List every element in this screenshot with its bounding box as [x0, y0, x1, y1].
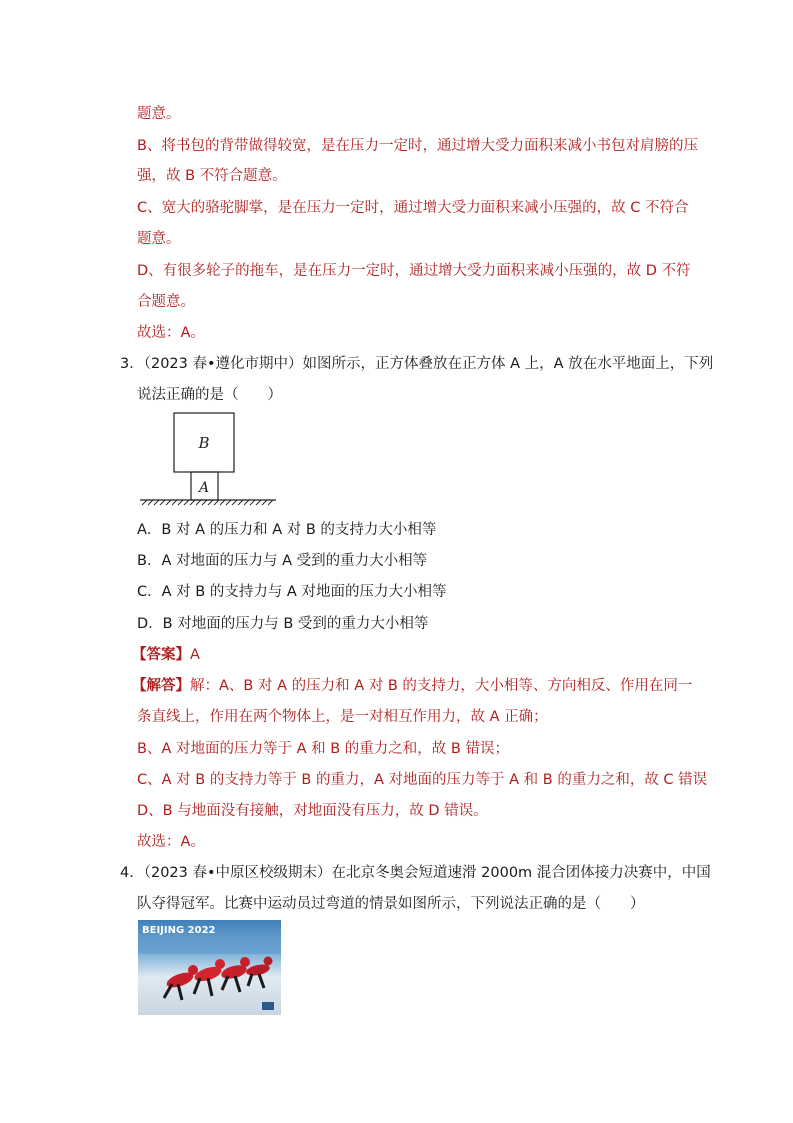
- block-b-label: B: [198, 434, 210, 452]
- block-a-label: A: [198, 480, 210, 496]
- analysis-option-b: B、A 对地面的压力等于 A 和 B 的重力之和，故 B 错误；: [137, 741, 509, 757]
- question-4: [120, 863, 711, 883]
- logo-mark: [262, 1002, 274, 1010]
- prev-solution-option-c-line1: C、宽大的骆驼脚掌，是在压力一定时，通过增大受力面积来减小压强的，故 C 不符合: [137, 200, 689, 216]
- prev-solution-choose: 故选：A。: [137, 325, 205, 341]
- stacked-blocks-diagram: [138, 410, 278, 510]
- question-4-number: 4．: [120, 865, 144, 881]
- question-3-number: 3．: [120, 356, 144, 372]
- question-3-stem-line2: 说法正确的是（ ）: [137, 387, 282, 403]
- analysis-tag: 【解答】: [132, 678, 190, 694]
- prev-solution-option-c-line2: 题意。: [137, 231, 181, 247]
- prev-solution-option-d-line2: 合题意。: [137, 294, 195, 310]
- analysis-line1: [132, 676, 692, 696]
- prev-solution-option-b-line1: B、将书包的背带做得较宽，是在压力一定时，通过增大受力面积来减小书包对肩膀的压: [137, 138, 698, 154]
- prev-solution-line: 题意。: [137, 106, 181, 122]
- option-b: B．A 对地面的压力与 A 受到的重力大小相等: [137, 553, 428, 569]
- ground-hatching: [142, 500, 273, 505]
- option-d: D．B 对地面的压力与 B 受到的重力大小相等: [137, 616, 429, 632]
- speed-skating-photo: [138, 920, 281, 1015]
- question-3: [120, 354, 713, 374]
- analysis-choose: 故选：A。: [137, 834, 205, 850]
- answer-value: A: [190, 647, 200, 663]
- analysis-text1: 解：A、B 对 A 的压力和 A 对 B 的支持力，大小相等、方向相反、作用在同一: [190, 678, 693, 694]
- question-4-stem-line1: （2023 春•中原区校级期末）在北京冬奥会短道速滑 2000m 混合团体接力决赛中，中国: [143, 865, 711, 881]
- photo-banner-text: BEIJING 2022: [142, 925, 216, 936]
- speed-skating-illustration: [138, 920, 281, 1015]
- option-a: A．B 对 A 的压力和 A 对 B 的支持力大小相等: [137, 522, 437, 538]
- answer-tag: 【答案】: [132, 647, 190, 663]
- answer-line: [132, 645, 200, 665]
- prev-solution-option-b-line2: 强，故 B 不符合题意。: [137, 168, 287, 184]
- analysis-line2: 条直线上，作用在两个物体上，是一对相互作用力，故 A 正确；: [137, 709, 548, 725]
- prev-solution-option-d-line1: D、有很多轮子的拖车，是在压力一定时，通过增大受力面积来减小压强的，故 D 不符: [137, 263, 691, 279]
- stacked-blocks-svg: [138, 410, 278, 510]
- option-c: C．A 对 B 的支持力与 A 对地面的压力大小相等: [137, 584, 447, 600]
- analysis-option-d: D、B 与地面没有接触，对地面没有压力，故 D 错误。: [137, 803, 488, 819]
- question-3-stem-line1: （2023 春•遵化市期中）如图所示，正方体叠放在正方体 A 上，A 放在水平地面上，下列: [143, 356, 714, 372]
- question-4-stem-line2: 队夺得冠军。比赛中运动员过弯道的情景如图所示，下列说法正确的是（ ）: [137, 896, 645, 912]
- analysis-option-c: C、A 对 B 的支持力等于 B 的重力，A 对地面的压力等于 A 和 B 的重力之和，故 C 错误: [137, 772, 708, 788]
